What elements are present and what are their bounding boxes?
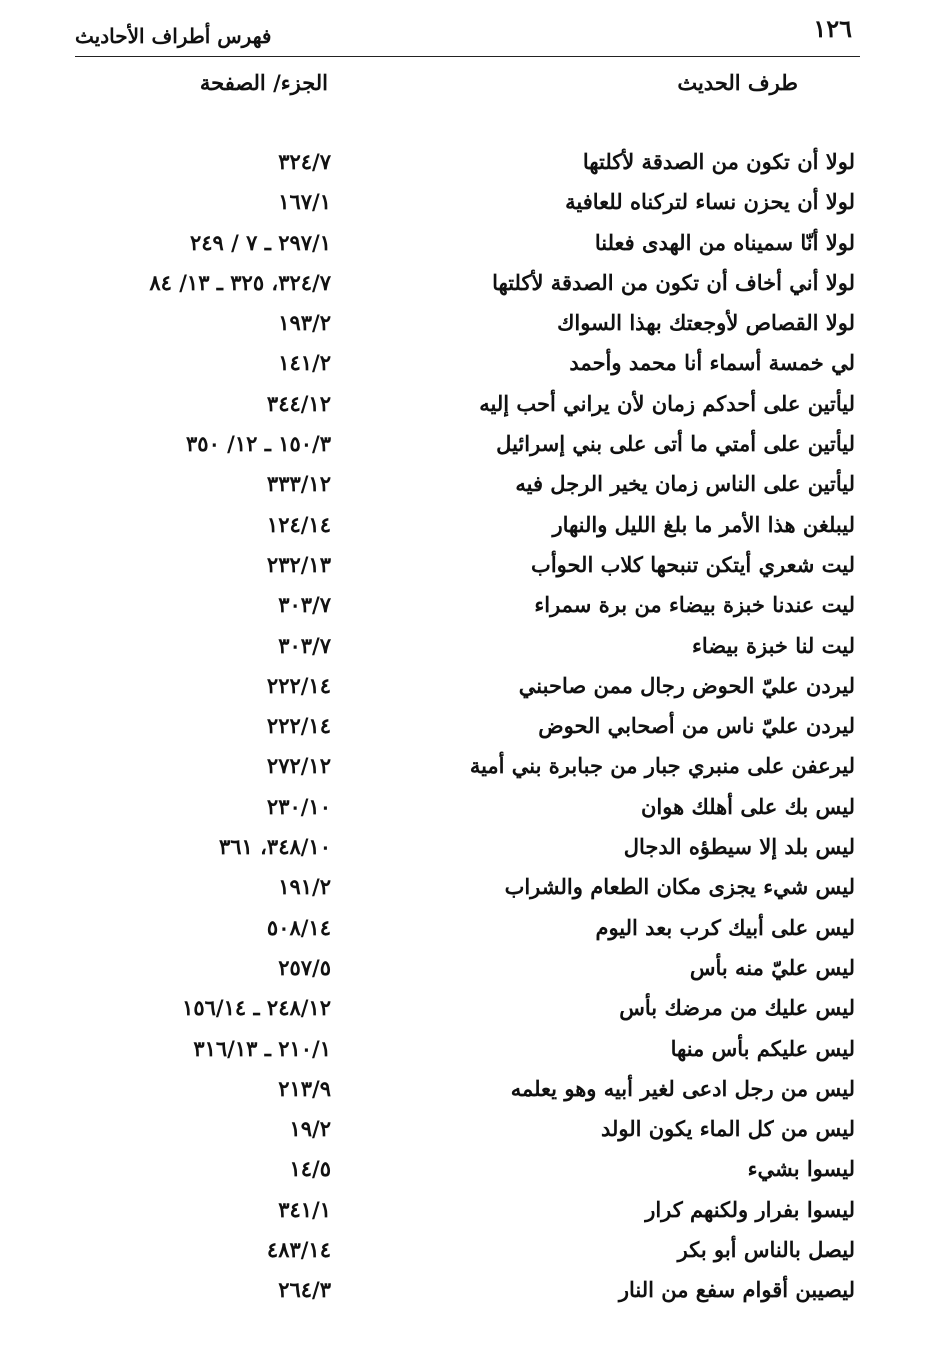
- hadith-text: ليردن عليّ الحوض رجال ممن صاحبني: [518, 672, 855, 698]
- volume-page-reference: ٣٤١/١: [278, 1196, 331, 1222]
- hadith-text: لولا القصاص لأوجعتك بهذا السواك: [557, 310, 855, 336]
- list-item: [0, 911, 948, 951]
- list-item: [0, 1193, 948, 1233]
- volume-page-reference: ٢٤٨/١٢ ـ ١٥٦/١٤: [182, 995, 331, 1021]
- page-number: ١٢٦: [813, 14, 852, 43]
- hadith-index-list: [0, 145, 948, 1314]
- list-item: [0, 508, 948, 548]
- list-item: [0, 951, 948, 991]
- list-item: [0, 1112, 948, 1152]
- reference-column-header: الجزء/ الصفحة: [199, 70, 328, 95]
- list-item: [0, 588, 948, 628]
- volume-page-reference: ٢١٣/٩: [278, 1075, 331, 1101]
- volume-page-reference: ٥٠٨/١٤: [266, 914, 331, 940]
- hadith-text: لولا أن تكون من الصدقة لأكلتها: [582, 149, 855, 174]
- volume-page-reference: ٢٢٢/١٤: [266, 713, 331, 739]
- hadith-text: ليت عندنا خبزة بيضاء من برة سمراء: [534, 592, 855, 618]
- volume-page-reference: ٢٢٢/١٤: [266, 672, 331, 698]
- list-item: [0, 830, 948, 870]
- volume-page-reference: ١٩٣/٢: [278, 310, 331, 336]
- volume-page-reference: ٣٢٤/٧، ٣٢٥ ـ ١٣/ ٨٤: [149, 269, 331, 295]
- volume-page-reference: ١٢٤/١٤: [266, 511, 331, 537]
- list-item: [0, 669, 948, 709]
- hadith-text: لولا أن يحزن نساء لتركناه للعافية: [565, 189, 855, 215]
- list-item: [0, 1273, 948, 1313]
- hadith-text: ليسوا بشيء: [747, 1156, 855, 1182]
- hadith-text: لولا أني أخاف أن تكون من الصدقة لأكلتها: [492, 269, 855, 295]
- list-item: [0, 709, 948, 749]
- volume-page-reference: ٢٥٧/٥: [278, 954, 331, 980]
- list-item: [0, 790, 948, 830]
- list-item: [0, 306, 948, 346]
- volume-page-reference: ٢٣٠/١٠: [266, 793, 331, 819]
- volume-page-reference: ٢٦٤/٣: [278, 1277, 331, 1303]
- volume-page-reference: ١٤/٥: [289, 1156, 331, 1182]
- list-item: [0, 1072, 948, 1112]
- hadith-text: ليس بلد إلا سيطؤه الدجال: [623, 834, 855, 860]
- list-item: [0, 427, 948, 467]
- hadith-text: لي خمسة أسماء أنا محمد وأحمد: [569, 350, 855, 376]
- hadith-text: ليس من كل الماء يكون الولد: [600, 1116, 855, 1142]
- list-item: [0, 185, 948, 225]
- hadith-text: ليرعفن على منبري جبار من جبابرة بني أمية: [469, 753, 855, 779]
- volume-page-reference: ١٤١/٢: [278, 350, 331, 376]
- list-item: [0, 266, 948, 306]
- hadith-text: لولا أنّا سميناه من الهدى فعلنا: [594, 229, 855, 255]
- hadith-text: ليس عليكم بأس منها: [670, 1035, 855, 1061]
- list-item: [0, 226, 948, 266]
- hadith-text: ليس عليّ منه بأس: [689, 954, 855, 980]
- hadith-text: ليأتين على أمتي ما أتى على بني إسرائيل: [496, 431, 855, 457]
- volume-page-reference: ٣٣٣/١٢: [266, 471, 331, 497]
- volume-page-reference: ٢١٠/١ ـ ٣١٦/١٣: [193, 1035, 331, 1061]
- volume-page-reference: ٣٠٣/٧: [278, 592, 331, 618]
- hadith-text: ليس عليك من مرضك بأس: [619, 995, 855, 1021]
- list-item: [0, 346, 948, 386]
- volume-page-reference: ١٦٧/١: [278, 189, 331, 215]
- hadith-text: ليردن عليّ ناس من أصحابي الحوض: [538, 713, 855, 739]
- volume-page-reference: ٢٩٧/١ ـ ٧ / ٢٤٩: [190, 229, 331, 255]
- list-item: [0, 749, 948, 789]
- hadith-text: ليت شعري أيتكن تنبحها كلاب الحوأب: [531, 551, 855, 577]
- list-item: [0, 1152, 948, 1192]
- hadith-text: ليأتين على أحدكم زمان لأن يراني أحب إليه: [479, 390, 855, 416]
- hadith-text: ليس من رجل ادعى لغير أبيه وهو يعلمه: [510, 1075, 855, 1101]
- volume-page-reference: ١٥٠/٣ ـ ١٢/ ٣٥٠: [186, 431, 331, 457]
- hadith-text: ليس على أبيك كرب بعد اليوم: [595, 914, 855, 940]
- running-header: [75, 14, 860, 57]
- list-item: [0, 870, 948, 910]
- volume-page-reference: ٢٣٢/١٣: [266, 551, 331, 577]
- running-title: فهرس أطراف الأحاديث: [75, 24, 272, 48]
- volume-page-reference: ٢٧٢/١٢: [266, 753, 331, 779]
- volume-page-reference: ٣٤٨/١٠، ٣٦١: [218, 834, 331, 860]
- hadith-text: ليصيبن أقوام سفع من النار: [618, 1277, 855, 1303]
- list-item: [0, 629, 948, 669]
- volume-page-reference: ٤٨٣/١٤: [266, 1237, 331, 1263]
- list-item: [0, 145, 948, 185]
- volume-page-reference: ٣٤٤/١٢: [266, 390, 331, 416]
- hadith-text: ليت لنا خبزة بيضاء: [692, 632, 855, 658]
- volume-page-reference: ١٩١/٢: [278, 874, 331, 900]
- list-item: [0, 1032, 948, 1072]
- list-item: [0, 387, 948, 427]
- hadith-text: ليس بك على أهلك هوان: [640, 793, 855, 819]
- hadith-text: ليأتين على الناس زمان يخير الرجل فيه: [515, 471, 855, 497]
- volume-page-reference: ٣٢٤/٧: [278, 149, 331, 174]
- list-item: [0, 1233, 948, 1273]
- volume-page-reference: ١٩/٢: [289, 1116, 331, 1142]
- hadith-text: ليصل بالناس أبو بكر: [677, 1237, 855, 1263]
- hadith-text: ليسوا بفرار ولكنهم كرار: [645, 1196, 855, 1222]
- list-item: [0, 548, 948, 588]
- hadith-text: ليبلغن هذا الأمر ما بلغ الليل والنهار: [552, 511, 855, 537]
- hadith-text: ليس شيء يجزى مكان الطعام والشراب: [504, 874, 855, 900]
- hadith-column-header: طرف الحديث: [677, 70, 798, 95]
- volume-page-reference: ٣٠٣/٧: [278, 632, 331, 658]
- list-item: [0, 991, 948, 1031]
- list-item: [0, 467, 948, 507]
